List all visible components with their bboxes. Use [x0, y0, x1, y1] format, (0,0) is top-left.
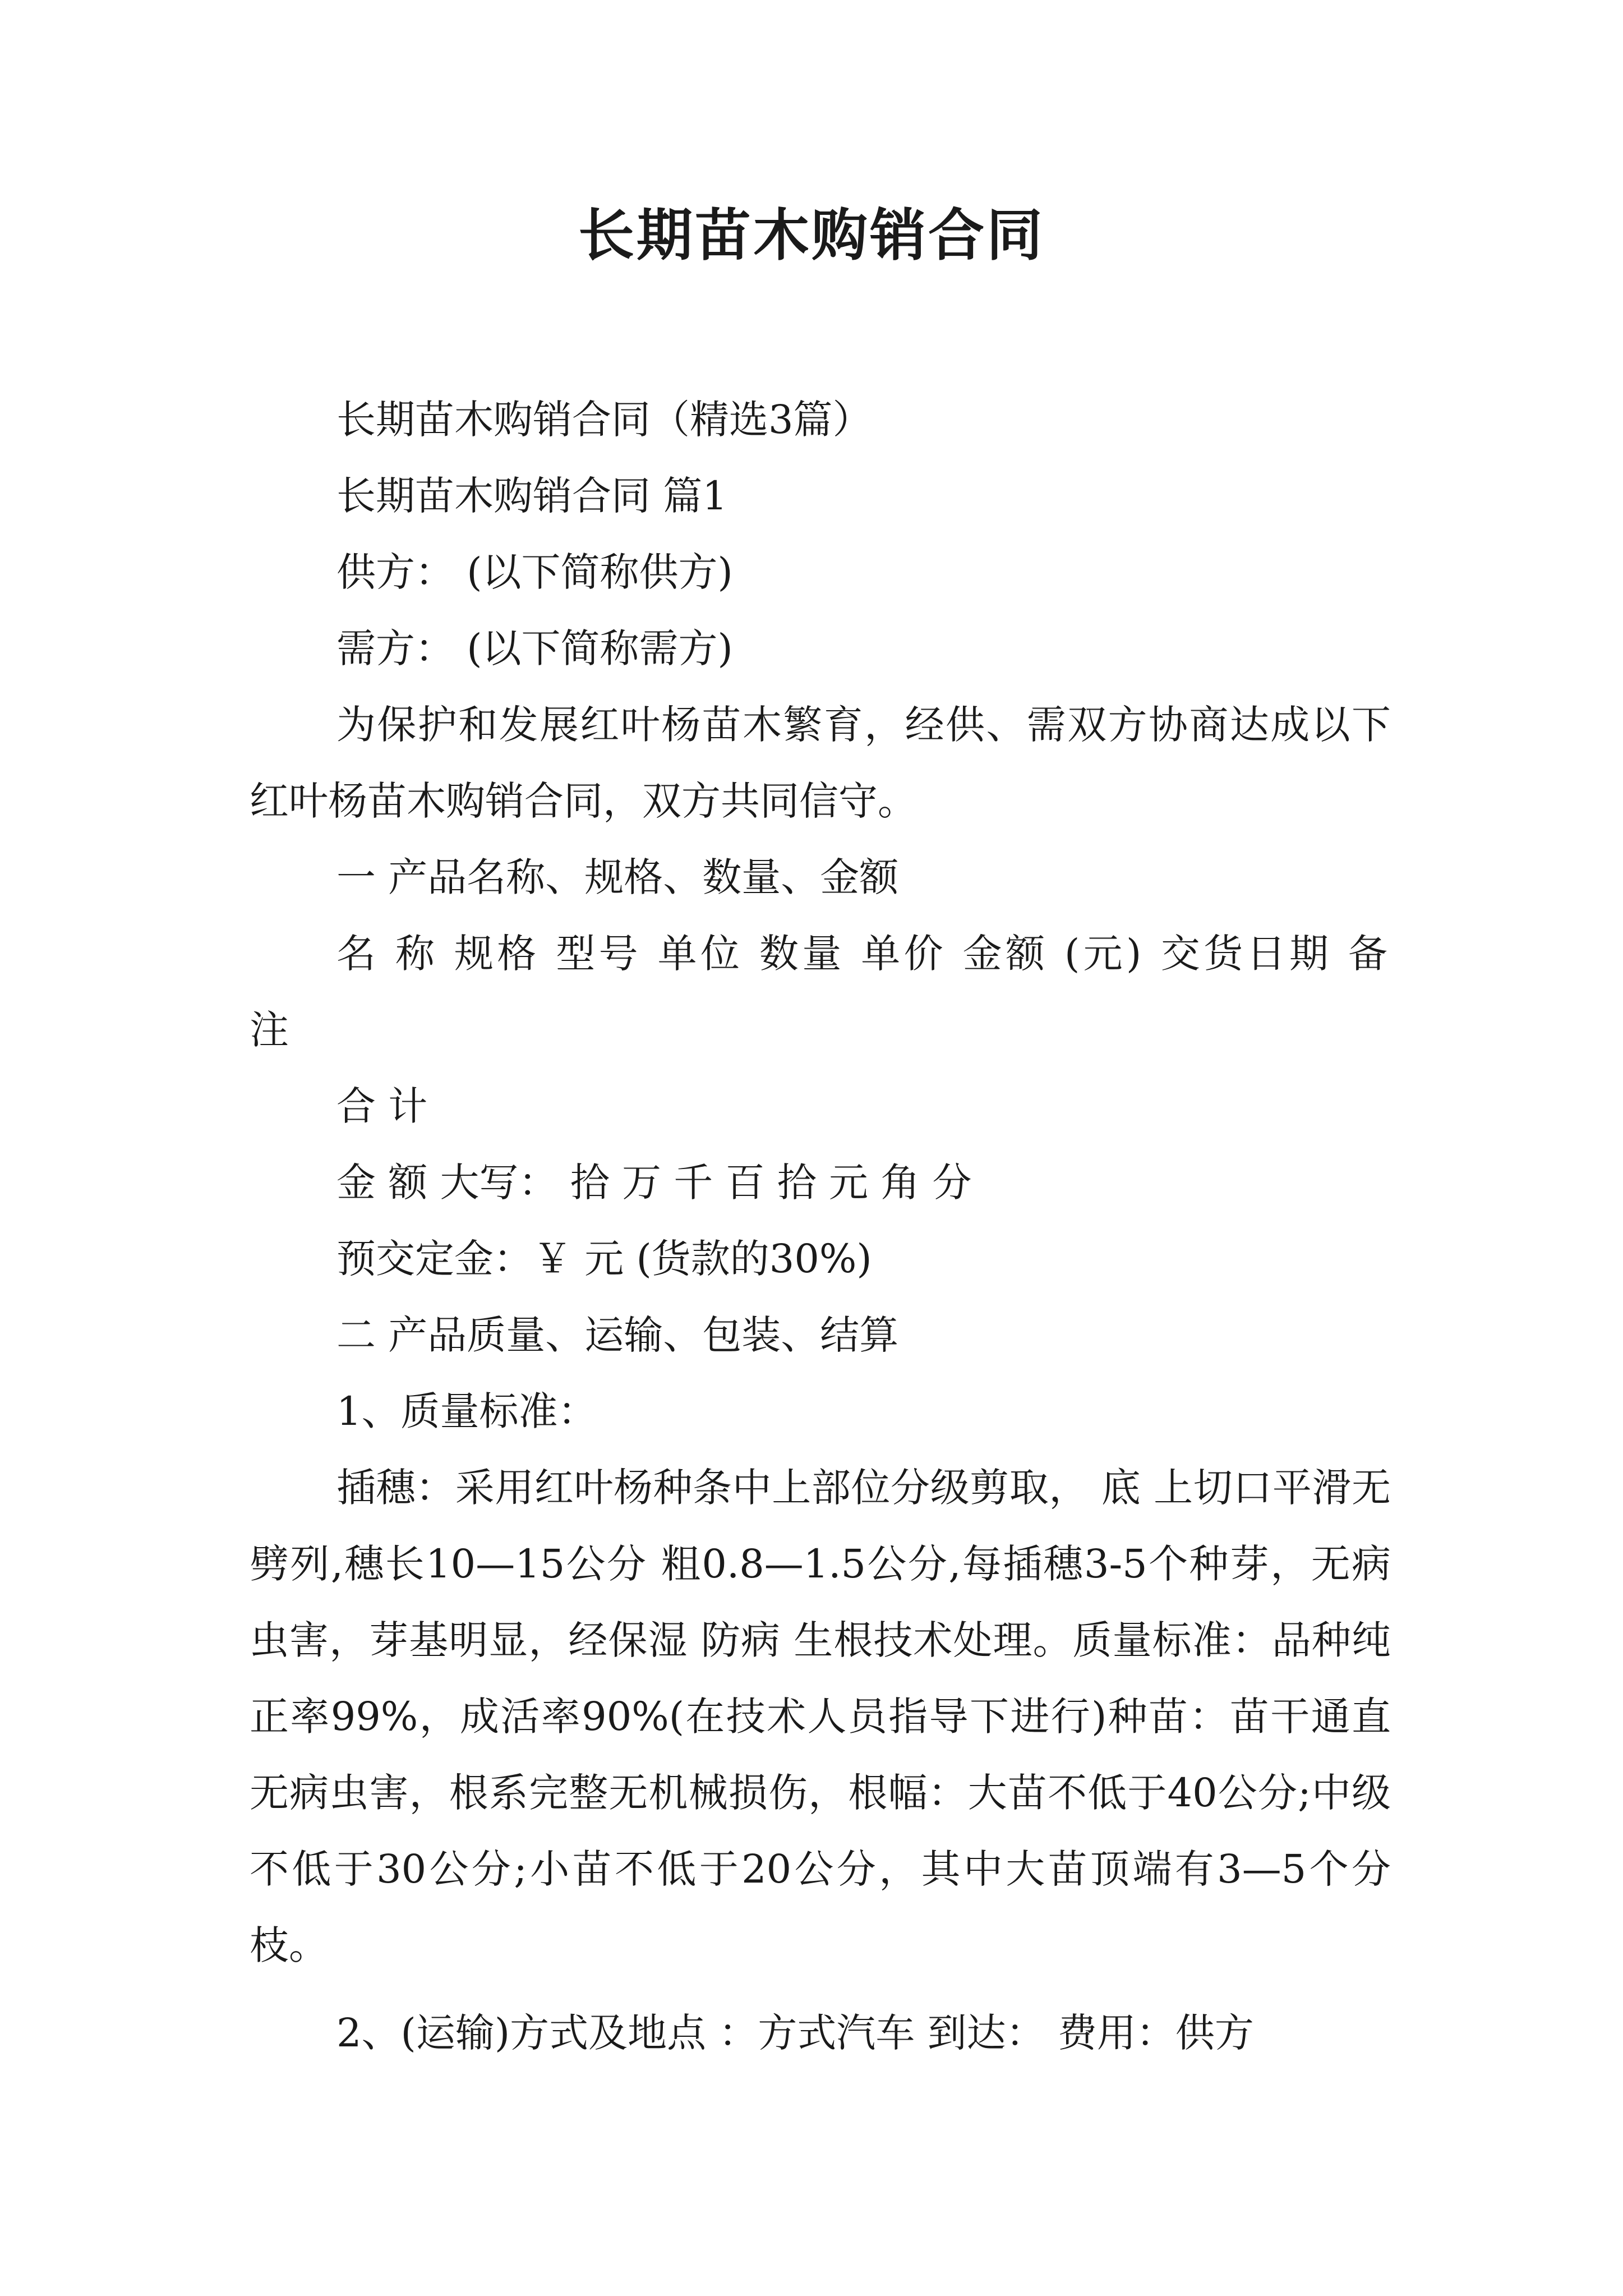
paragraph-part-heading: 长期苗木购销合同 篇1 [336, 473, 727, 519]
paragraph-deposit: 预交定金：￥ 元 (货款的30%) [336, 1236, 872, 1282]
paragraph-amount-words: 金 额 大写： 拾 万 千 百 拾 元 角 分 [336, 1159, 972, 1205]
section-heading-quality: 二 产品质量、运输、包装、结算 [336, 1312, 899, 1358]
paragraph-table-headers: 名 称 规格 型号 单位 数量 单价 金额 (元) 交货日期 备 注 [250, 931, 1391, 1053]
section-heading-products: 一 产品名称、规格、数量、金额 [336, 854, 899, 900]
document-body [250, 381, 1391, 2071]
paragraph-intro: 为保护和发展红叶杨苗木繁育，经供、需双方协商达成以下红叶杨苗木购销合同，双方共同信守。 [250, 702, 1391, 824]
paragraph-quality-standard: 1、质量标准： [336, 1388, 597, 1434]
paragraph-buyer: 需方： (以下简称需方) [336, 625, 733, 671]
paragraph-supplier: 供方： (以下简称供方) [336, 549, 733, 595]
paragraph-total: 合 计 [336, 1083, 428, 1129]
paragraph-subtitle: 长期苗木购销合同（精选3篇） [336, 397, 872, 443]
document-title: 长期苗木购销合同 [578, 203, 1045, 268]
paragraph-cuttings: 插穗：采用红叶杨种条中上部位分级剪取， 底 上切口平滑无劈列,穗长10—15公分 粗0.8—1.5公分,每插穗3-5个种芽，无病虫害，芽基明显，经保湿 防病 生根技术处理。质量标准：品种纯正率99%，成活率90%(在技术人员指导下进行)种苗：苗干通直 无病虫害，根系完整无机械损伤，根幅：大苗不低于40公分;中级不低于30公分;小苗不低于20公分，其中大苗顶端有3—5个分枝。 [250, 1465, 1391, 1968]
paragraph-transport: 2、(运输)方式及地点 ：方式汽车 到达： 费用：供方 [336, 2010, 1254, 2056]
